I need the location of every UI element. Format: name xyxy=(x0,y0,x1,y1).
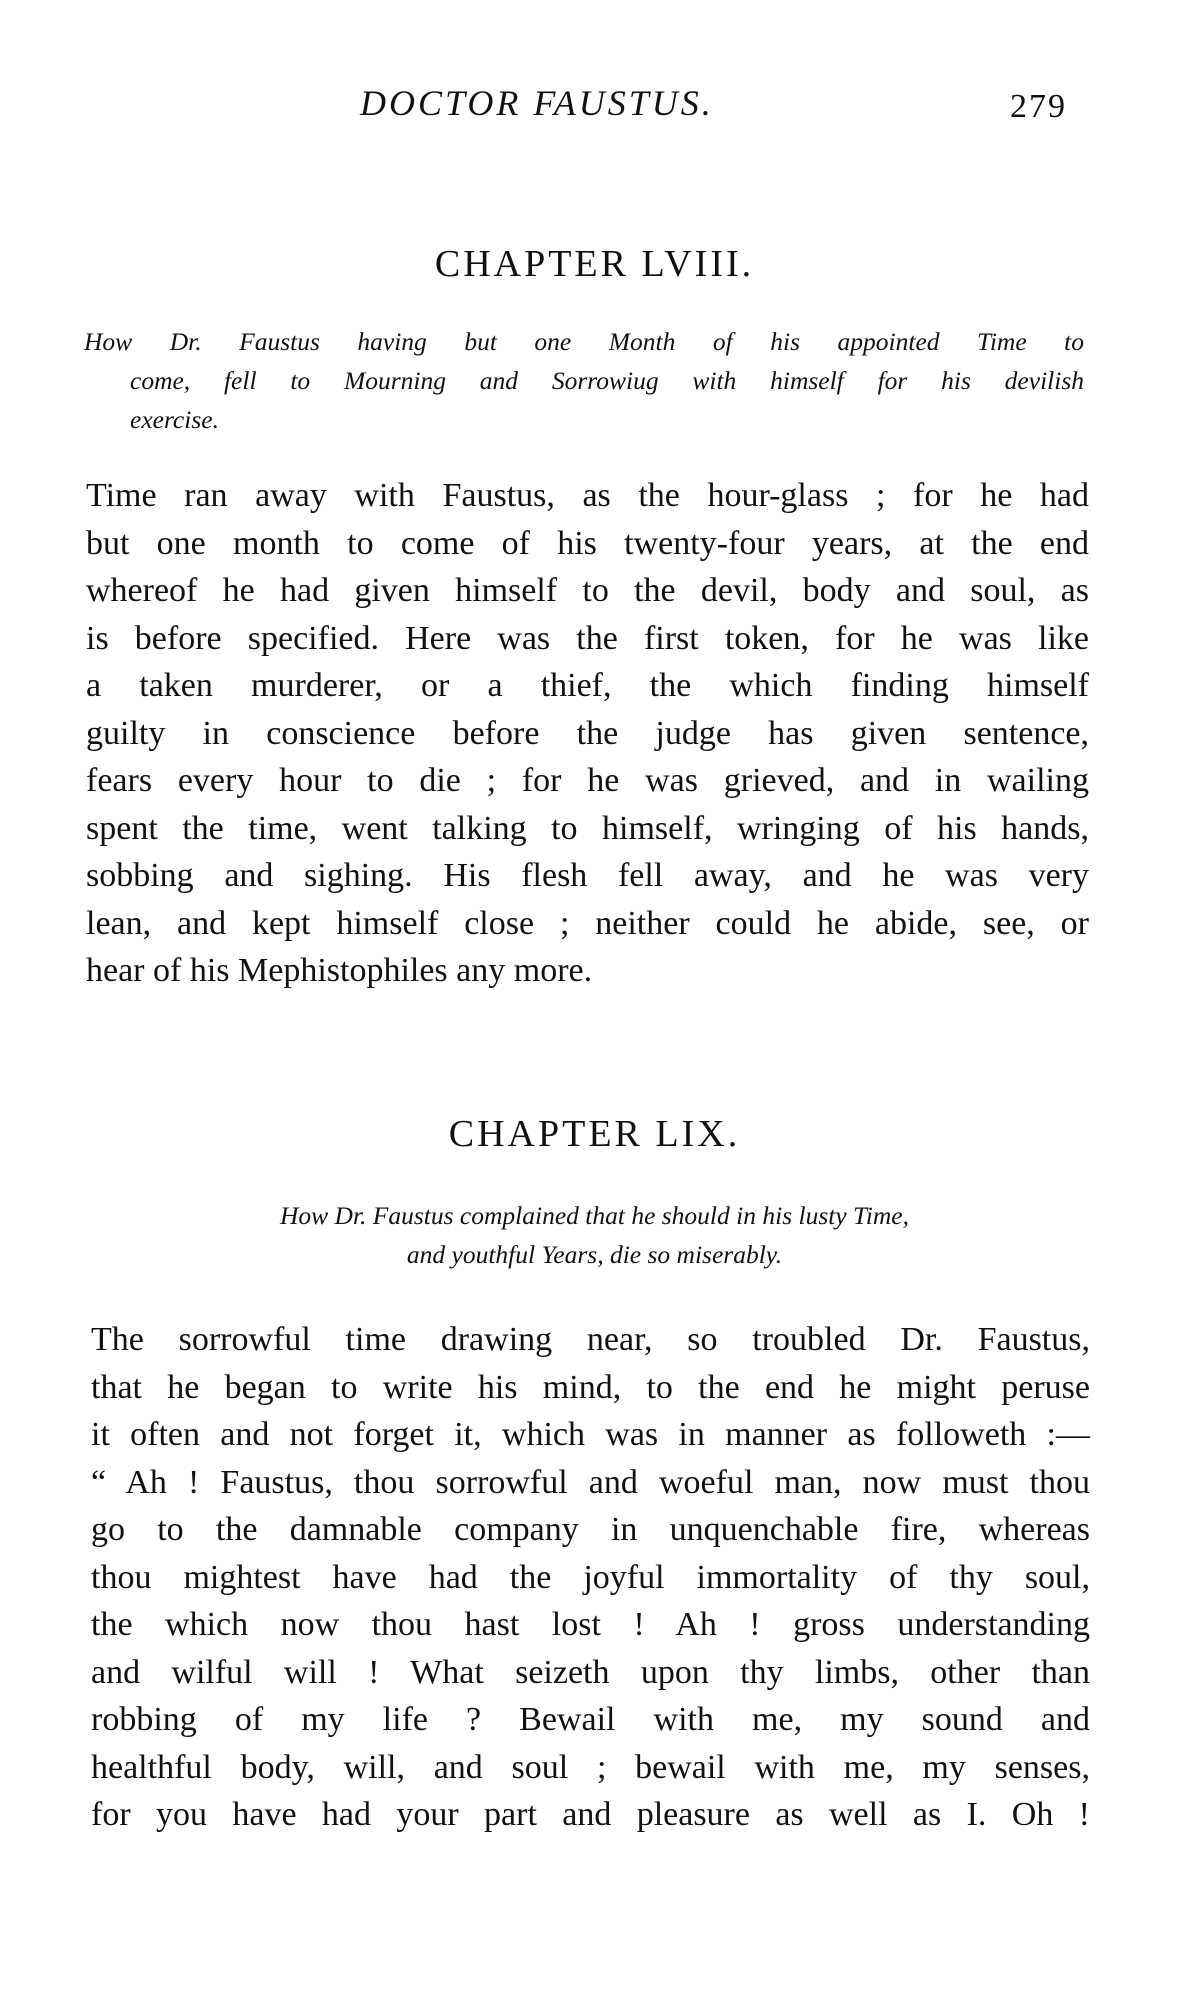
body-line: a taken murderer, or a thief, the which finding himself xyxy=(86,667,1089,704)
chapter-summary xyxy=(0,1196,1189,1274)
chapter-body-text xyxy=(91,1316,1090,1839)
chapter-body-text xyxy=(86,472,1089,995)
body-line: thou mightest have had the joyful immortality of thy soul, xyxy=(91,1558,1090,1596)
body-line: and wilful will ! What seizeth upon thy limbs, other than xyxy=(91,1653,1090,1691)
body-line: the which now thou hast lost ! Ah ! gross understanding xyxy=(91,1606,1090,1643)
body-line: go to the damnable company in unquenchable fire, whereas xyxy=(91,1511,1090,1548)
body-line: is before specified. Here was the first token, for he was like xyxy=(86,619,1089,657)
body-line: Time ran away with Faustus, as the hour-glass ; for he had xyxy=(86,477,1089,514)
running-head-title: DOCTOR FAUSTUS. xyxy=(360,83,714,123)
summary-line: come, fell to Mourning and Sorrowiug with himself for his devilish xyxy=(130,366,1084,395)
body-line: sobbing and sighing. His flesh fell away, and he was very xyxy=(86,857,1089,894)
body-line: fears every hour to die ; for he was grieved, and in wailing xyxy=(86,762,1089,799)
chapter-heading: CHAPTER LVIII. xyxy=(434,243,755,285)
body-line: that he began to write his mind, to the end he might peruse xyxy=(91,1368,1090,1406)
summary-line: How Dr. Faustus having but one Month of his appointed Time to xyxy=(84,327,1084,356)
body-line: it often and not forget it, which was in manner as followeth :— xyxy=(91,1416,1090,1453)
page-number: 279 xyxy=(1010,88,1067,125)
chapter-heading: CHAPTER LIX. xyxy=(448,1113,741,1155)
body-line: guilty in conscience before the judge has given sentence, xyxy=(86,714,1089,752)
chapter-summary xyxy=(84,322,1084,439)
body-line: hear of his Mephistophiles any more. xyxy=(86,952,593,989)
body-line: healthful body, will, and soul ; bewail with me, my senses, xyxy=(91,1748,1090,1786)
body-line: lean, and kept himself close ; neither could he abide, see, or xyxy=(86,904,1089,942)
summary-line: and youthful Years, die so miserably. xyxy=(406,1240,783,1269)
body-line: whereof he had given himself to the devil, body and soul, as xyxy=(86,572,1089,609)
body-line: but one month to come of his twenty-four years, at the end xyxy=(86,524,1089,562)
body-line: “ Ah ! Faustus, thou sorrowful and woeful man, now must thou xyxy=(91,1463,1090,1501)
body-line: for you have had your part and pleasure as well as I. Oh ! xyxy=(91,1796,1090,1833)
summary-line: How Dr. Faustus complained that he should in his lusty Time, xyxy=(279,1201,909,1230)
body-line: The sorrowful time drawing near, so troubled Dr. Faustus, xyxy=(91,1321,1090,1358)
summary-line: exercise. xyxy=(130,405,219,434)
body-line: spent the time, went talking to himself, wringing of his hands, xyxy=(86,809,1089,847)
body-line: robbing of my life ? Bewail with me, my sound and xyxy=(91,1701,1090,1738)
